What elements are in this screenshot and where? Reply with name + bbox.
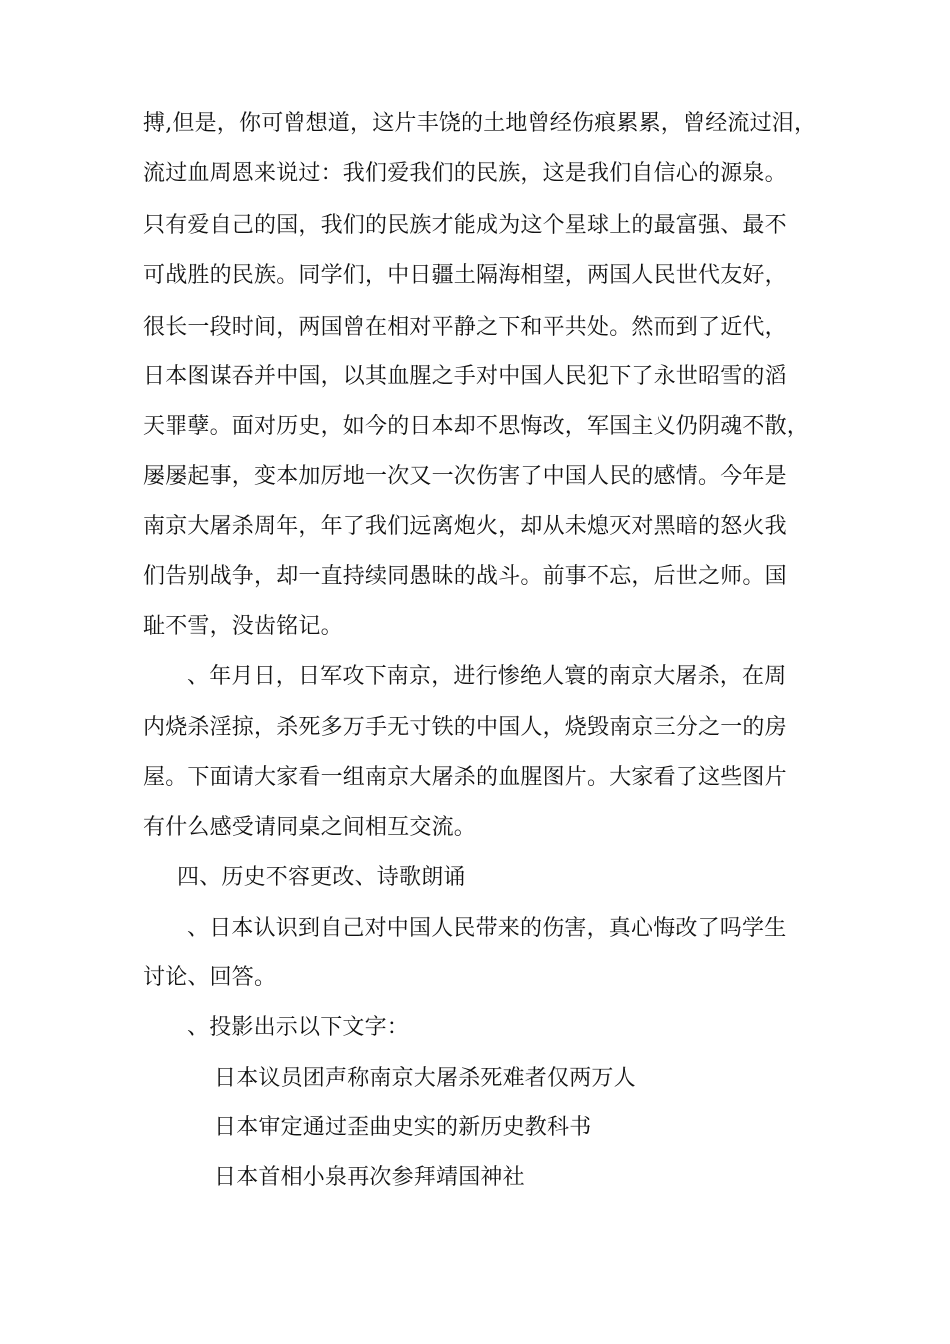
- quoted-item: 日本议员团声称南京大屠杀死难者仅两万人: [214, 1066, 636, 1091]
- text-line: 、日本认识到自己对中国人民带来的伤害，真心悔改了吗学生: [187, 916, 787, 941]
- text-line: 南京大屠杀周年，年了我们远离炮火，却从未熄灭对黑暗的怒火我: [143, 514, 787, 539]
- text-line: 耻不雪，没齿铭记。: [143, 614, 343, 639]
- text-line: 流过血周恩来说过：我们爱我们的民族，这是我们自信心的源泉。: [143, 161, 787, 186]
- text-line: 只有爱自己的国，我们的民族才能成为这个星球上的最富强、最不: [143, 213, 787, 238]
- text-line: 屡屡起事，变本加厉地一次又一次伤害了中国人民的感情。今年是: [143, 464, 787, 489]
- text-line: 可战胜的民族。同学们，中日疆土隔海相望，两国人民世代友好，: [143, 263, 787, 288]
- text-line: 、投影出示以下文字：: [187, 1015, 410, 1040]
- quoted-item: 日本审定通过歪曲史实的新历史教科书: [214, 1115, 592, 1140]
- text-line: 搏,但是，你可曾想道，这片丰饶的土地曾经伤痕累累，曾经流过泪，: [143, 111, 817, 136]
- text-line: 日本图谋吞并中国，以其血腥之手对中国人民犯下了永世昭雪的滔: [143, 364, 787, 389]
- text-line: 天罪孽。面对历史，如今的日本却不思悔改，军国主义仍阴魂不散，: [143, 414, 810, 439]
- text-line: 讨论、回答。: [143, 965, 277, 990]
- text-line: 很长一段时间，两国曾在相对平静之下和平共处。然而到了近代，: [143, 315, 787, 340]
- quoted-item: 日本首相小泉再次参拜靖国神社: [214, 1165, 525, 1190]
- text-line: 们告别战争，却一直持续同愚昧的战斗。前事不忘，后世之师。国: [143, 564, 787, 589]
- text-line: 有什么感受请同桌之间相互交流。: [143, 815, 477, 840]
- text-line: 、年月日，日军攻下南京，进行惨绝人寰的南京大屠杀，在周: [187, 664, 787, 689]
- text-line: 屋。下面请大家看一组南京大屠杀的血腥图片。大家看了这些图片: [143, 765, 787, 790]
- text-line: 内烧杀淫掠，杀死多万手无寸铁的中国人，烧毁南京三分之一的房: [143, 715, 787, 740]
- section-heading: 四、历史不容更改、诗歌朗诵: [177, 865, 466, 890]
